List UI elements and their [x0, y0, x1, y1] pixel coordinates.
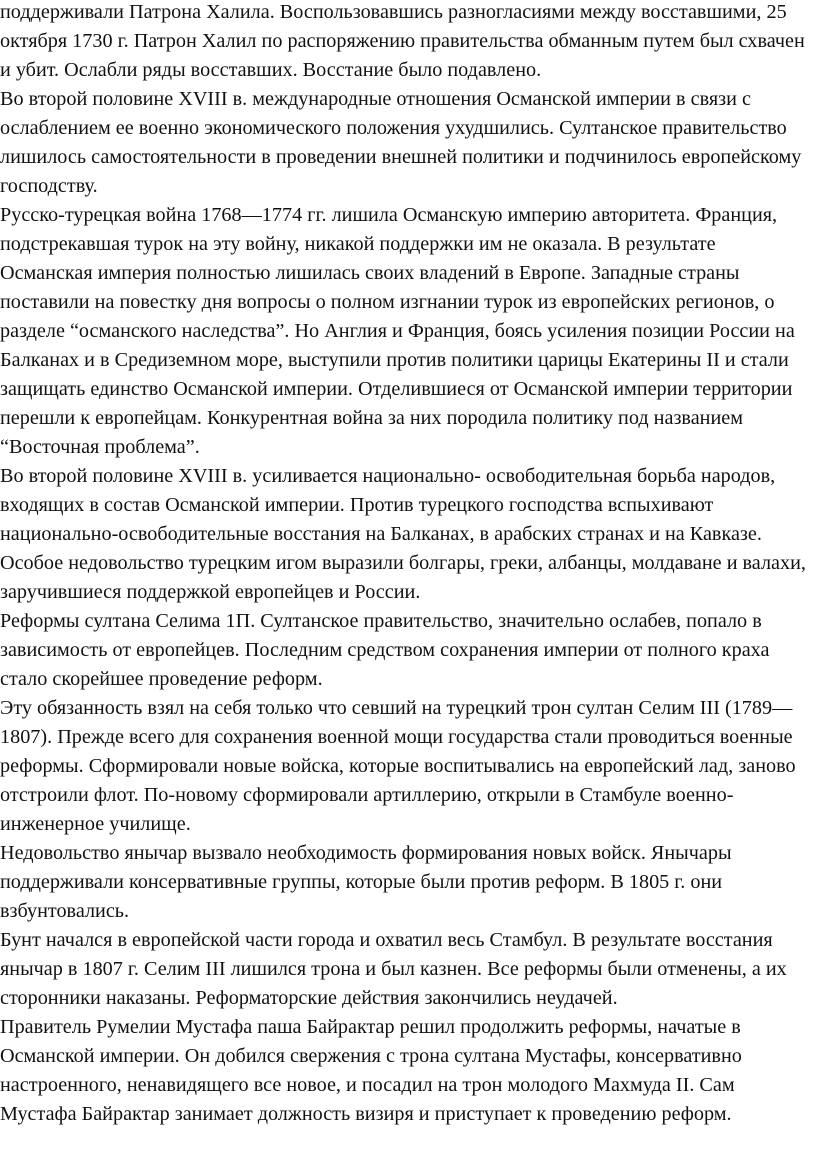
paragraph-5: Реформы султана Селима 1П. Султанское правительство, значительно ослабев, попало в зависимость от европейцев. Последним средством сохранения империи от полного краха стало скорейшее проведение реформ.: [0, 610, 770, 690]
paragraph-3: Русско-турецкая война 1768—1774 гг. лишила Османскую империю авторитета. Франция, подстрекавшая турок на эту войну, никакой поддержки им не оказала. В результате Османская империя полностью лишилась своих владений в Европе. Западные страны поставили на повестку дня вопросы о полном изгнании турок из европейских регионов, о разделе “османского наследства”. Но Англия и Франция, боясь усиления позиции России на Балканах и в Средиземном море, выступили против политики царицы Екатерины II и стали защищать единство Османской империи. Отделившиеся от Османской империи территории перешли к европейцам. Конкурентная война за них породила политику под названием “Восточная проблема”.: [0, 204, 795, 458]
paragraph-2: Во второй половине XVIII в. международные отношения Османской империи в связи с ослаблением ее военно экономического положения ухудшились. Султанское правительство лишилось самостоятельности в проведении внешней политики и подчинилось европейскому господству.: [0, 88, 802, 197]
paragraph-4: Во второй половине XVIII в. усиливается национально- освободительная борьба народов, входящих в состав Османской империи. Против турецкого господства вспыхивают национально-освободительные восстания на Балканах, в арабских странах и на Кавказе. Особое недовольство турецким игом выразили болгары, греки, албанцы, молдаване и валахи, заручившиеся поддержкой европейцев и России.: [0, 465, 806, 603]
paragraph-1: поддерживали Патрона Халила. Воспользовавшись разногласиями между восставшими, 25 октября 1730 г. Патрон Халил по распоряжению правительства обманным путем был схвачен и убит. Ослабли ряды восставших. Восстание было подавлено.: [0, 1, 805, 81]
paragraph-6: Эту обязанность взял на себя только что севший на турецкий трон султан Селим III (1789—1807). Прежде всего для сохранения военной мощи государства стали проводиться военные реформы. Сформировали новые войска, которые воспитывались на европейский лад, заново отстроили флот. По-новому сформировали артиллерию, открыли в Стамбуле военно-инженерное училище.: [0, 697, 796, 835]
paragraph-9: Правитель Румелии Мустафа паша Байрактар решил продолжить реформы, начатые в Османской империи. Он добился свержения с трона султана Мустафы, консервативно настроенного, ненавидящего все новое, и посадил на трон молодого Махмуда II. Сам Мустафа Байрактар занимает должность визиря и приступает к проведению реформ.: [0, 1016, 742, 1125]
paragraph-7: Недовольство янычар вызвало необходимость формирования новых войск. Янычары поддерживали консервативные группы, которые были против реформ. В 1805 г. они взбунтовались.: [0, 842, 732, 922]
paragraph-8: Бунт начался в европейской части города и охватил весь Стамбул. В результате восстания янычар в 1807 г. Селим III лишился трона и был казнен. Все реформы были отменены, а их сторонники наказаны. Реформаторские действия закончились неудачей.: [0, 929, 787, 1009]
